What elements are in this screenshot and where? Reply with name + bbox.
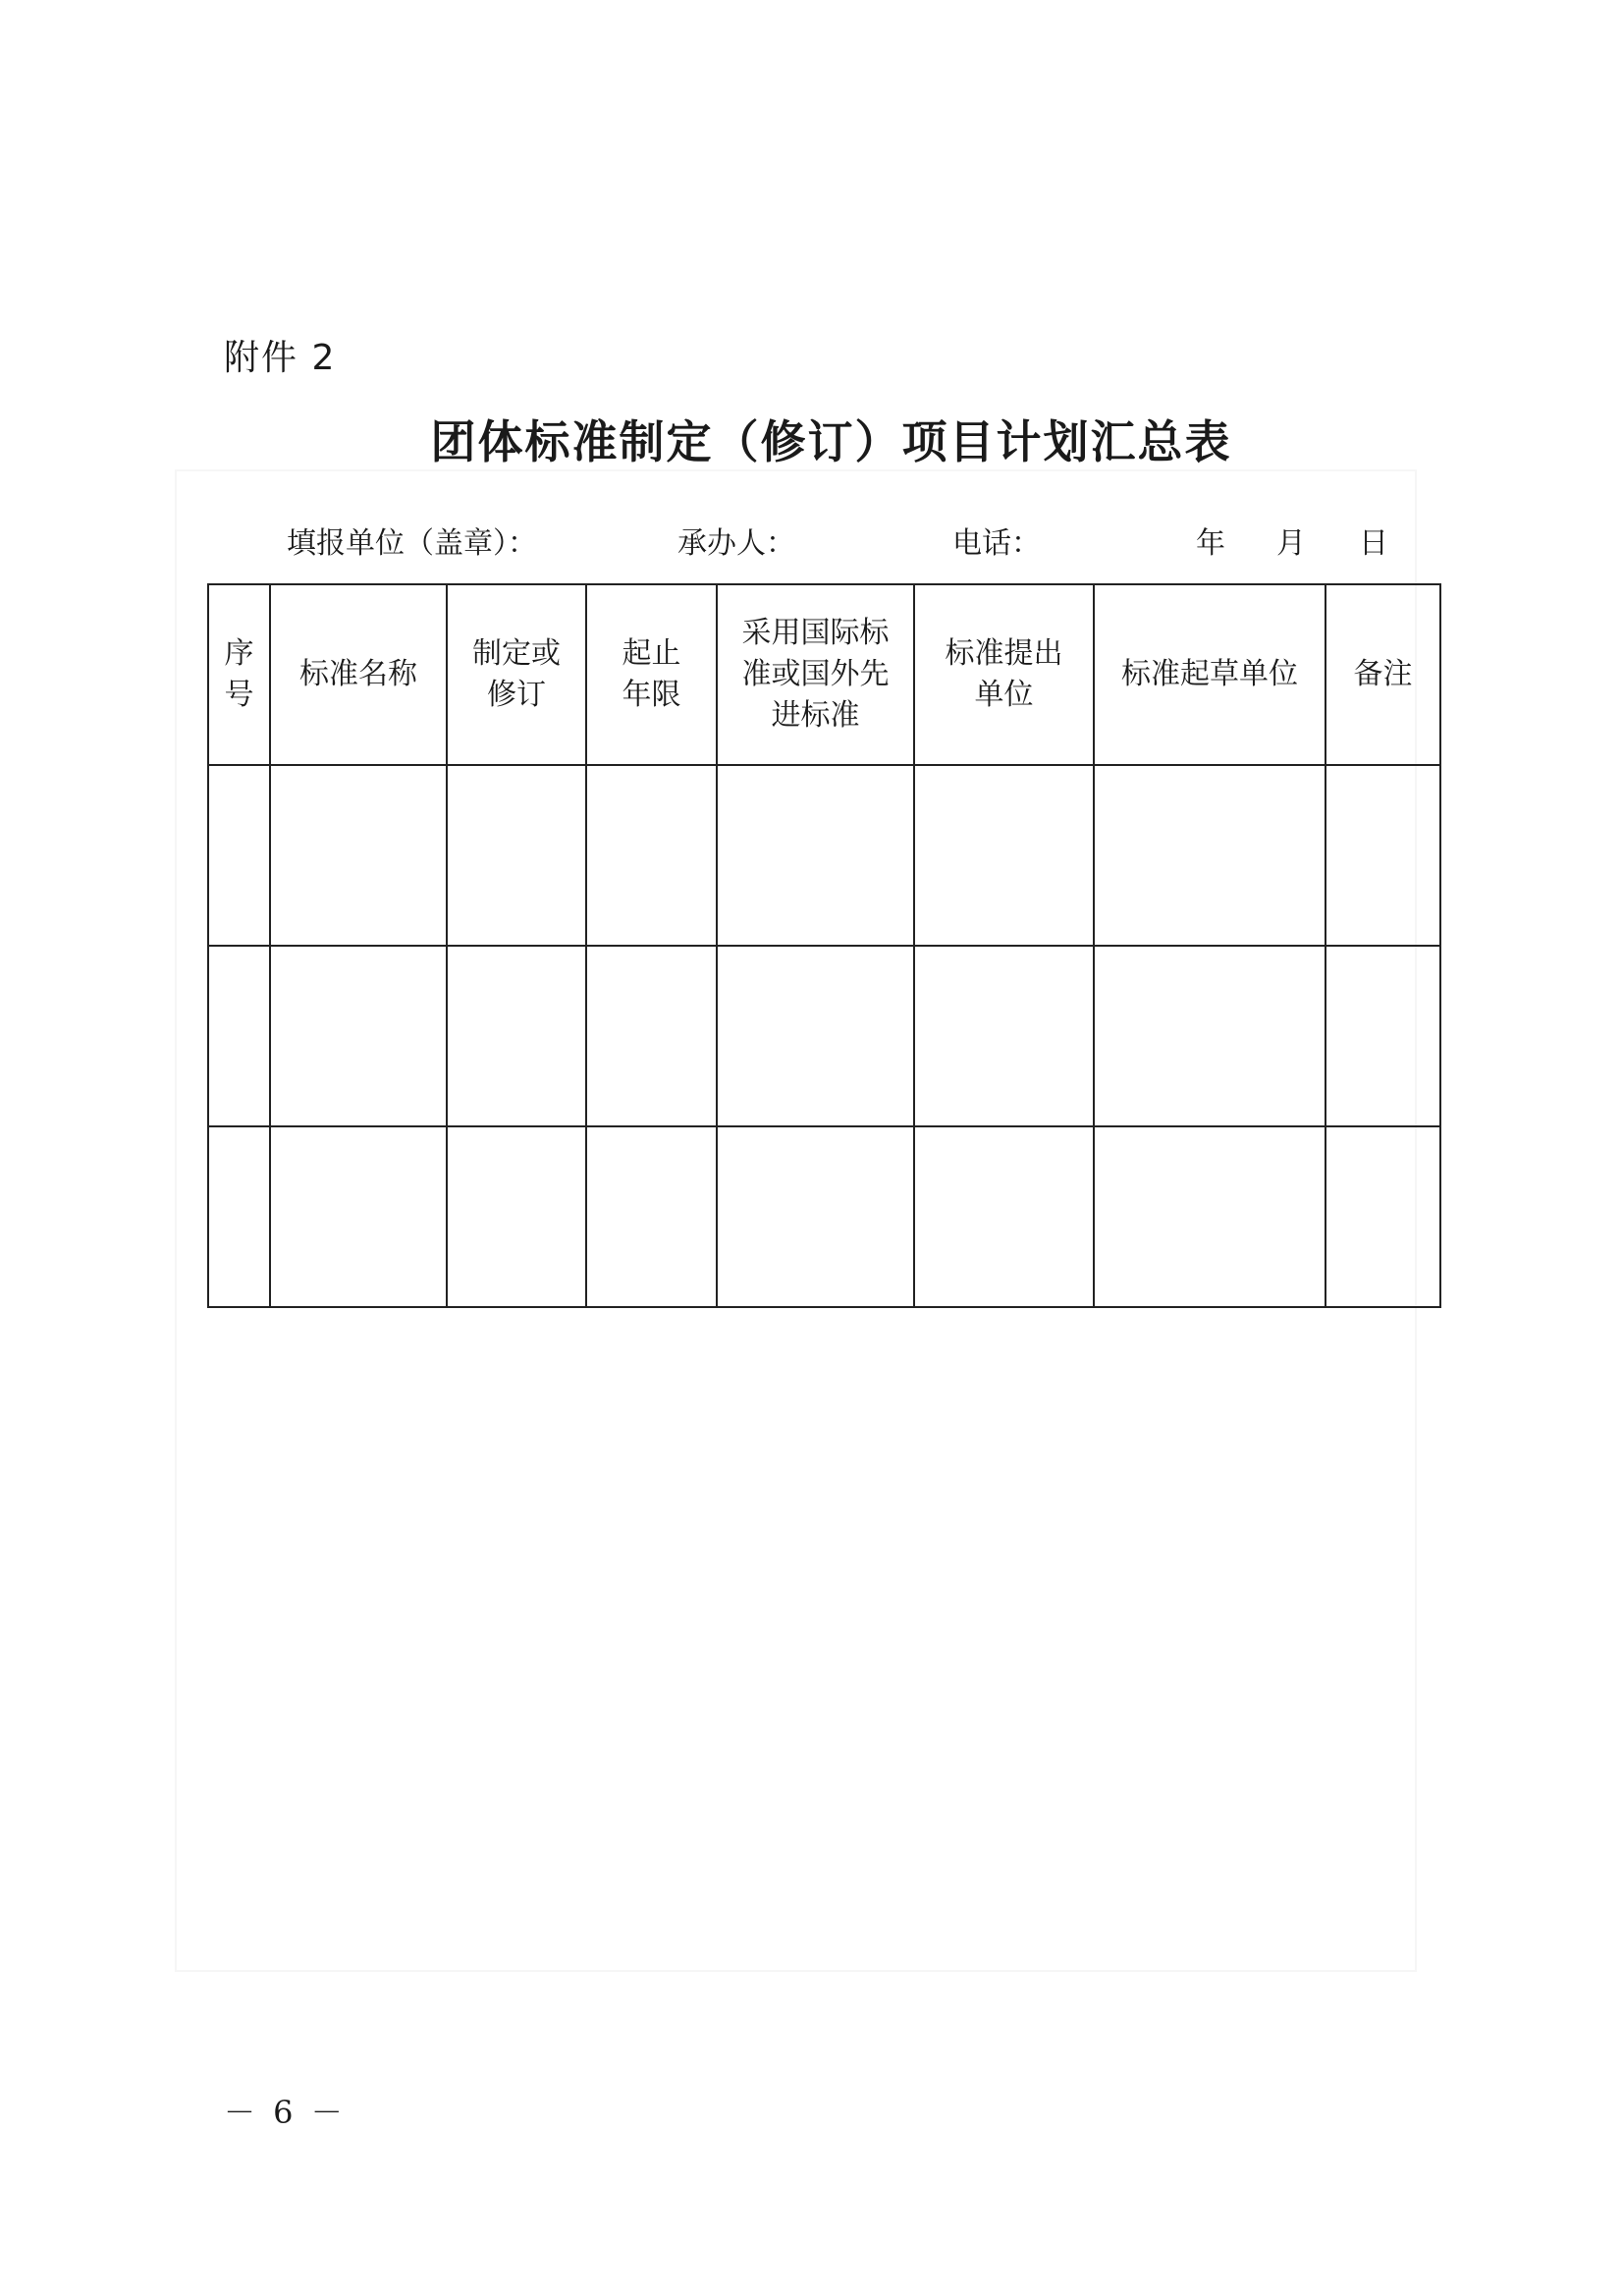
- month-label: 月: [1276, 526, 1306, 561]
- table-cell[interactable]: [270, 1126, 447, 1307]
- col-header-serial: 序 号: [208, 584, 270, 765]
- col-header-adopted-standard: 采用国际标 准或国外先 进标准: [717, 584, 914, 765]
- document-title: 团体标准制定（修订）项目计划汇总表: [430, 415, 1232, 468]
- phone-label: 电话：: [952, 526, 1041, 561]
- table-cell[interactable]: [586, 765, 717, 946]
- day-label: 日: [1359, 526, 1388, 561]
- table-cell[interactable]: [208, 946, 270, 1126]
- table-cell[interactable]: [447, 765, 586, 946]
- col-header-formulate-or-revise: 制定或 修订: [447, 584, 586, 765]
- table-cell[interactable]: [270, 765, 447, 946]
- col-header-proposing-unit: 标准提出 单位: [914, 584, 1094, 765]
- table-cell[interactable]: [447, 1126, 586, 1307]
- table-cell[interactable]: [717, 946, 914, 1126]
- year-label: 年: [1196, 526, 1225, 561]
- table-cell[interactable]: [1094, 765, 1325, 946]
- table-cell[interactable]: [447, 946, 586, 1126]
- col-header-drafting-unit: 标准起草单位: [1094, 584, 1325, 765]
- handler-label: 承办人：: [677, 526, 795, 561]
- table-cell[interactable]: [914, 946, 1094, 1126]
- table-cell[interactable]: [208, 1126, 270, 1307]
- table-cell[interactable]: [1094, 946, 1325, 1126]
- col-header-remarks: 备注: [1325, 584, 1440, 765]
- table-cell[interactable]: [1094, 1126, 1325, 1307]
- table-row: [208, 1126, 1440, 1307]
- form-meta-row: [0, 519, 1623, 562]
- table-cell[interactable]: [914, 1126, 1094, 1307]
- project-plan-table: [207, 583, 1441, 1308]
- table-cell[interactable]: [717, 1126, 914, 1307]
- table-cell[interactable]: [1325, 946, 1440, 1126]
- table-cell[interactable]: [914, 765, 1094, 946]
- table-cell[interactable]: [1325, 765, 1440, 946]
- page-number: － 6 －: [224, 2094, 347, 2131]
- table-cell[interactable]: [586, 946, 717, 1126]
- col-header-standard-name: 标准名称: [270, 584, 447, 765]
- col-header-period: 起止 年限: [586, 584, 717, 765]
- table-cell[interactable]: [717, 765, 914, 946]
- table-cell[interactable]: [1325, 1126, 1440, 1307]
- table-cell[interactable]: [270, 946, 447, 1126]
- attachment-label: 附件 2: [224, 338, 337, 378]
- table-cell[interactable]: [208, 765, 270, 946]
- table-row: [208, 765, 1440, 946]
- table-row: [208, 946, 1440, 1126]
- table-cell[interactable]: [586, 1126, 717, 1307]
- reporting-unit-label: 填报单位（盖章）：: [287, 526, 537, 561]
- table-header-row: [208, 584, 1440, 765]
